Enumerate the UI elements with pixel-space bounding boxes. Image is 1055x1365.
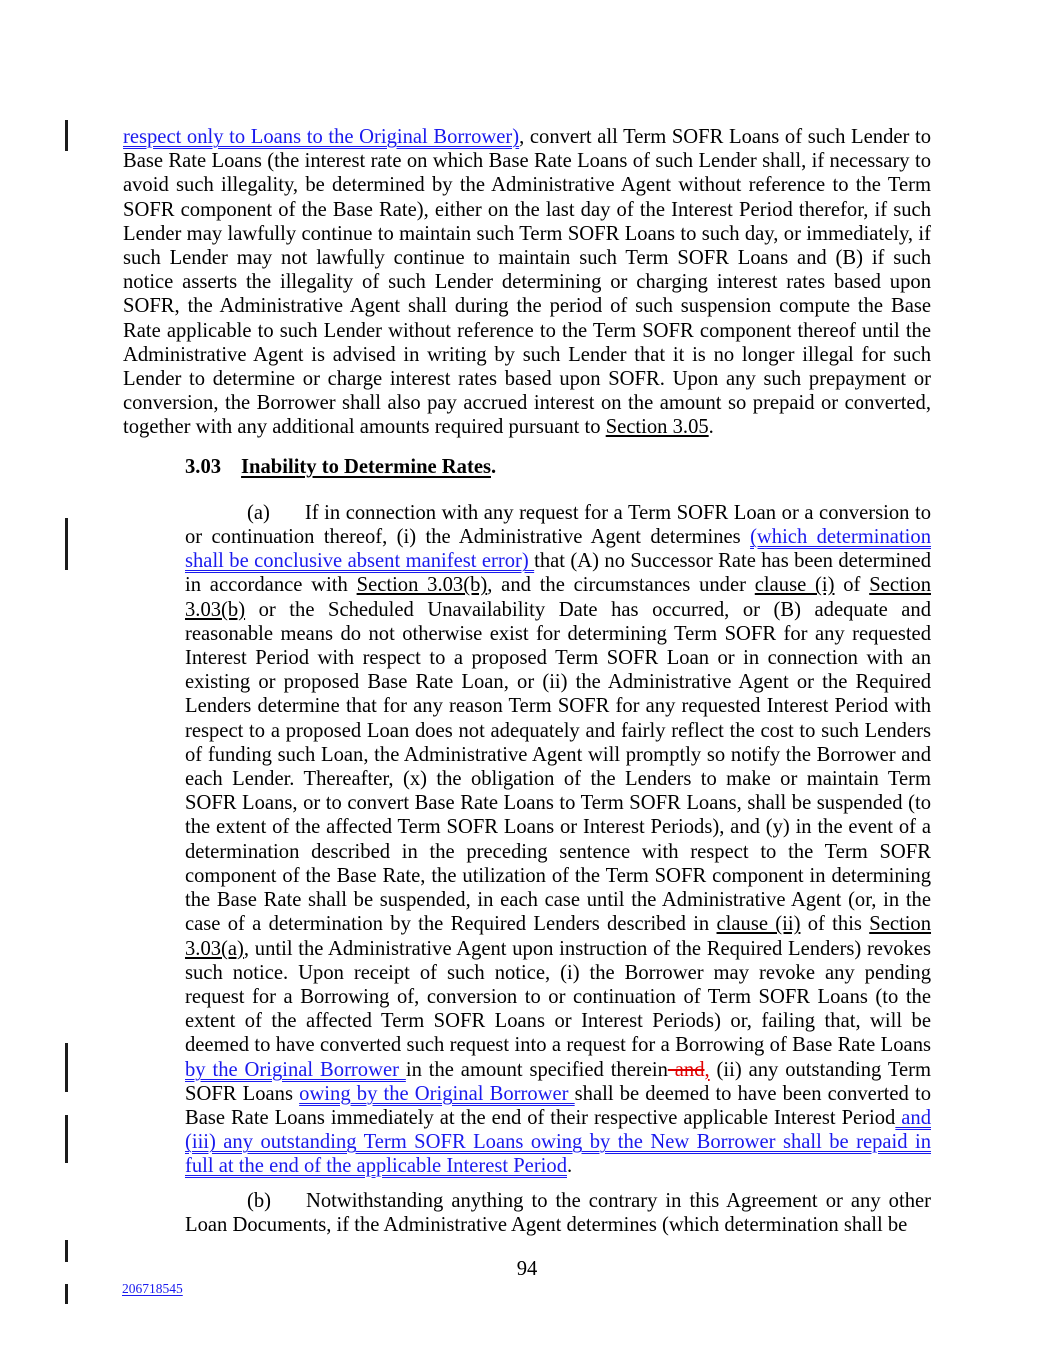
text-run-n: , convert all Term SOFR Loans of such Lender to Base Rate Loans (the interest rate on which Base Rate Loans of such Lender shall, if necessary to avoid such illegality, be determined by the Administrative Agent without reference to the Term SOFR component of the Base Rate), either on the last day of the Interest Period therefor, if such Lender may lawfully continue to maintain such Term SOFR Loans to such day, or immediately, if such Lender may not lawfully continue to maintain such Term SOFR Loans and (B) if such notice asserts the illegality of such Lender determining or charging interest rates based upon SOFR, the Administrative Agent shall during the period of such suspension compute the Base Rate applicable to such Lender without reference to the Term SOFR component thereof until the Administrative Agent is advised in writing by such Lender that it is no longer illegal for such Lender to determine or charge interest rates based upon SOFR. Upon any such prepayment or conversion, the Borrower shall also pay accrued interest on the amount so prepaid or converted, together with any additional amounts required pursuant to <box>123 126 931 439</box>
text-run-n: . <box>567 1155 573 1178</box>
text-run-ins: owing by the Original Borrower <box>299 1082 575 1105</box>
change-bar <box>65 1043 68 1092</box>
text-run-n: of this <box>800 913 870 936</box>
text-run-insr: , <box>704 1058 710 1081</box>
text-run-bu: Inability to Determine Rates <box>241 455 491 478</box>
text-run-ref: Section 3.03(b) <box>185 574 931 621</box>
paragraph-b <box>185 1189 931 1237</box>
text-run-b: 3.03 <box>185 455 222 478</box>
change-bar <box>65 1240 68 1262</box>
text-run-ins: and (iii) any outstanding Term SOFR Loans owing by the New Borrower shall be repaid in full at the end of the applicable Interest Period <box>185 1106 931 1178</box>
text-run-n: or the Scheduled Unavailability Date has occurred, or (B) adequate and reasonable means do not otherwise exist for determining Term SOFR for any requested Interest Period with respect to a proposed Term SOFR Loan or in connection with an existing or proposed Base Rate Loan, or (ii) the Administrative Agent or the Required Lenders determine that for any reason Term SOFR for any requested Interest Period with respect to a proposed Loan does not adequately and fairly reflect the cost to such Lenders of funding such Loan, the Administrative Agent will promptly so notify the Borrower and each Lender. Thereafter, (x) the obligation of the Lenders to make or maintain Term SOFR Loans, or to convert Base Rate Loans to Term SOFR Loans, shall be suspended (to the extent of the affected Term SOFR Loans or Interest Periods), and (y) in the event of a determination described in the preceding sentence with respect to the Term SOFR component of the Base Rate, the utilization of the Term SOFR component in determining the Base Rate shall be suspended, in each case until the Administrative Agent (or, in the case of a determination by the Required Lenders described in <box>185 598 931 936</box>
text-run-del: and <box>667 1058 705 1081</box>
text-run-ins: by the Original Borrower <box>185 1058 406 1081</box>
text-run-n: If in connection with any request for a Term SOFR Loan or a conversion to or continuation thereof, (i) the Administrative Agent determines <box>185 501 931 549</box>
text-run-n: of <box>834 574 870 597</box>
paragraph-a <box>185 501 931 1179</box>
text-run-n: Notwithstanding anything to the contrary in this Agreement or any other Loan Documents, if the Administrative Agent determines (which determination shall be <box>185 1189 931 1236</box>
text-run-n: . <box>708 416 714 439</box>
text-run-ref: clause (ii) <box>716 913 801 936</box>
text-run-ref: Section 3.05 <box>605 416 709 439</box>
text-run-n: , and the circumstances under <box>487 574 755 597</box>
text-run-n: that (A) no Successor Rate has been determined in accordance with <box>185 550 931 597</box>
text-run-n: in the amount specified therein <box>405 1058 668 1081</box>
change-bar <box>65 1284 68 1304</box>
text-run-ref: clause (i) <box>754 574 835 597</box>
text-run-n: (b) <box>247 1189 272 1212</box>
text-run-n: (a) <box>247 501 270 524</box>
text-run-n: (ii) any outstanding Term SOFR Loans <box>185 1058 931 1105</box>
section-heading-3.03 <box>185 455 931 479</box>
text-run-ins: respect only to Loans to the Original Borrower) <box>123 126 520 148</box>
text-run-n: shall be deemed to have been converted to Base Rate Loans immediately at the end of their respective applicable Interest Period <box>185 1082 932 1129</box>
text-block <box>123 0 931 1237</box>
change-bar <box>65 120 68 151</box>
text-run-ref: Section 3.03(b) <box>356 574 488 597</box>
text-run-n: , until the Administrative Agent upon instruction of the Required Lenders) revokes such notice. Upon receipt of such notice, (i) the Borrower may revoke any pending request for a Borrowing of, conversion to or continuation of Term SOFR Loans (to the extent of the affected Term SOFR Loans or Interest Periods) or, failing that, will be deemed to have converted such request into a request for a Borrowing of Base Rate Loans <box>185 937 931 1057</box>
change-bar <box>65 1115 68 1163</box>
paragraph-continuation <box>123 125 931 440</box>
page-number: 94 <box>516 1258 538 1280</box>
footer-document-id: 206718545 <box>122 1281 183 1296</box>
text-run-b: . <box>491 455 497 478</box>
text-run-ins: (which determination shall be conclusive absent manifest error) <box>185 526 931 573</box>
text-run-ref: Section 3.03(a) <box>185 913 932 960</box>
change-bar <box>65 518 68 570</box>
